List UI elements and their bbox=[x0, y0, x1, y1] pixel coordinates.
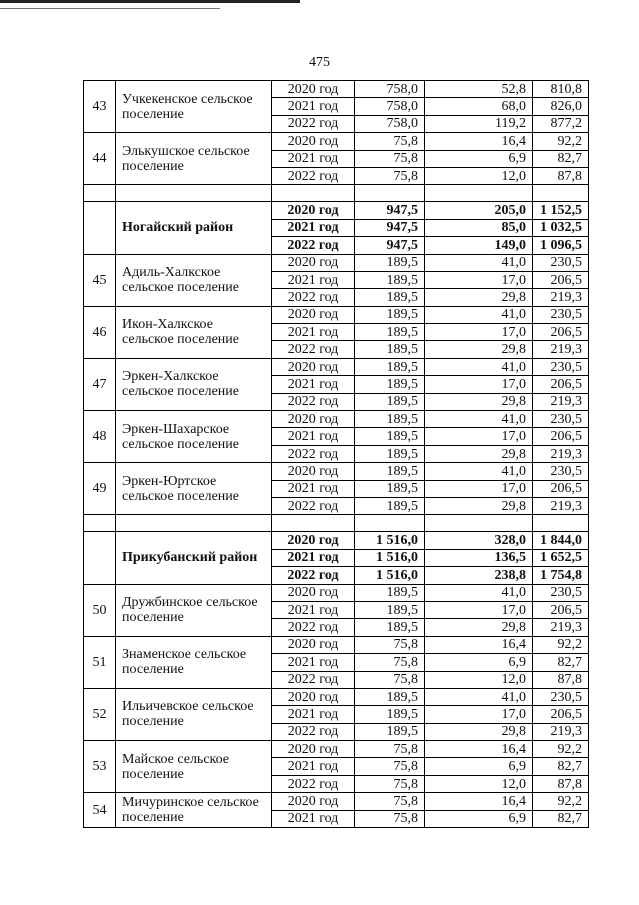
value-cell: 189,5 bbox=[355, 688, 425, 705]
total-cell: 219,3 bbox=[533, 723, 589, 740]
empty-cell bbox=[272, 515, 355, 532]
year-cell: 2022 год bbox=[272, 341, 355, 358]
value-cell: 758,0 bbox=[355, 115, 425, 132]
value-cell: 75,8 bbox=[355, 793, 425, 810]
value-cell: 189,5 bbox=[355, 341, 425, 358]
year-cell: 2020 год bbox=[272, 532, 355, 549]
value-cell: 75,8 bbox=[355, 133, 425, 150]
value-cell: 29,8 bbox=[425, 289, 533, 306]
value-cell: 75,8 bbox=[355, 654, 425, 671]
total-cell: 1 032,5 bbox=[533, 219, 589, 236]
row-number: 50 bbox=[84, 584, 116, 636]
total-cell: 87,8 bbox=[533, 775, 589, 792]
table-row bbox=[84, 254, 589, 271]
year-cell: 2021 год bbox=[272, 324, 355, 341]
value-cell: 29,8 bbox=[425, 445, 533, 462]
value-cell: 189,5 bbox=[355, 463, 425, 480]
header-rule-thin bbox=[0, 8, 220, 9]
table-row bbox=[84, 133, 589, 150]
value-cell: 189,5 bbox=[355, 324, 425, 341]
empty-cell bbox=[425, 185, 533, 202]
total-cell: 810,8 bbox=[533, 81, 589, 98]
settlement-name: Адиль-Халкское сельское поселение bbox=[116, 254, 272, 306]
year-cell: 2020 год bbox=[272, 358, 355, 375]
year-cell: 2021 год bbox=[272, 428, 355, 445]
row-number: 52 bbox=[84, 688, 116, 740]
year-cell: 2020 год bbox=[272, 254, 355, 271]
row-number: 51 bbox=[84, 636, 116, 688]
total-cell: 206,5 bbox=[533, 324, 589, 341]
value-cell: 29,8 bbox=[425, 723, 533, 740]
value-cell: 189,5 bbox=[355, 393, 425, 410]
value-cell: 189,5 bbox=[355, 480, 425, 497]
value-cell: 29,8 bbox=[425, 341, 533, 358]
value-cell: 75,8 bbox=[355, 636, 425, 653]
year-cell: 2021 год bbox=[272, 376, 355, 393]
table-row bbox=[84, 636, 589, 653]
total-cell: 82,7 bbox=[533, 150, 589, 167]
table-row bbox=[84, 688, 589, 705]
value-cell: 758,0 bbox=[355, 81, 425, 98]
total-cell: 230,5 bbox=[533, 358, 589, 375]
value-cell: 17,0 bbox=[425, 324, 533, 341]
value-cell: 75,8 bbox=[355, 775, 425, 792]
total-cell: 219,3 bbox=[533, 497, 589, 514]
value-cell: 189,5 bbox=[355, 411, 425, 428]
year-cell: 2022 год bbox=[272, 115, 355, 132]
value-cell: 328,0 bbox=[425, 532, 533, 549]
value-cell: 136,5 bbox=[425, 549, 533, 566]
value-cell: 189,5 bbox=[355, 706, 425, 723]
settlement-name: Эркен-Юртское сельское поселение bbox=[116, 463, 272, 515]
total-cell: 92,2 bbox=[533, 636, 589, 653]
year-cell: 2021 год bbox=[272, 601, 355, 618]
value-cell: 17,0 bbox=[425, 271, 533, 288]
value-cell: 6,9 bbox=[425, 810, 533, 827]
value-cell: 41,0 bbox=[425, 584, 533, 601]
value-cell: 75,8 bbox=[355, 167, 425, 184]
value-cell: 189,5 bbox=[355, 584, 425, 601]
year-cell: 2021 год bbox=[272, 271, 355, 288]
year-cell: 2020 год bbox=[272, 636, 355, 653]
row-number: 49 bbox=[84, 463, 116, 515]
year-cell: 2020 год bbox=[272, 688, 355, 705]
row-number: 54 bbox=[84, 793, 116, 828]
year-cell: 2021 год bbox=[272, 706, 355, 723]
year-cell: 2021 год bbox=[272, 654, 355, 671]
settlement-name: Майское сельское поселение bbox=[116, 741, 272, 793]
value-cell: 52,8 bbox=[425, 81, 533, 98]
row-number: 45 bbox=[84, 254, 116, 306]
value-cell: 1 516,0 bbox=[355, 549, 425, 566]
total-cell: 230,5 bbox=[533, 688, 589, 705]
header-rule bbox=[0, 0, 300, 3]
total-cell: 230,5 bbox=[533, 306, 589, 323]
value-cell: 75,8 bbox=[355, 741, 425, 758]
value-cell: 189,5 bbox=[355, 376, 425, 393]
year-cell: 2020 год bbox=[272, 793, 355, 810]
total-cell: 219,3 bbox=[533, 289, 589, 306]
district-name: Ногайский район bbox=[116, 202, 272, 254]
value-cell: 119,2 bbox=[425, 115, 533, 132]
value-cell: 189,5 bbox=[355, 601, 425, 618]
page-number: 475 bbox=[309, 55, 330, 70]
row-number bbox=[84, 532, 116, 584]
row-number: 47 bbox=[84, 358, 116, 410]
total-cell: 87,8 bbox=[533, 671, 589, 688]
value-cell: 17,0 bbox=[425, 601, 533, 618]
year-cell: 2020 год bbox=[272, 306, 355, 323]
value-cell: 29,8 bbox=[425, 393, 533, 410]
total-cell: 877,2 bbox=[533, 115, 589, 132]
year-cell: 2020 год bbox=[272, 202, 355, 219]
empty-cell bbox=[116, 185, 272, 202]
year-cell: 2022 год bbox=[272, 619, 355, 636]
value-cell: 41,0 bbox=[425, 358, 533, 375]
settlement-name: Учкекенское сельское поселение bbox=[116, 81, 272, 133]
value-cell: 75,8 bbox=[355, 758, 425, 775]
empty-cell bbox=[533, 185, 589, 202]
total-cell: 206,5 bbox=[533, 428, 589, 445]
value-cell: 41,0 bbox=[425, 254, 533, 271]
year-cell: 2020 год bbox=[272, 584, 355, 601]
empty-cell bbox=[116, 515, 272, 532]
settlement-name: Ильичевское сельское поселение bbox=[116, 688, 272, 740]
total-cell: 206,5 bbox=[533, 480, 589, 497]
value-cell: 189,5 bbox=[355, 271, 425, 288]
row-number: 43 bbox=[84, 81, 116, 133]
year-cell: 2021 год bbox=[272, 98, 355, 115]
year-cell: 2021 год bbox=[272, 480, 355, 497]
year-cell: 2021 год bbox=[272, 810, 355, 827]
value-cell: 29,8 bbox=[425, 497, 533, 514]
year-cell: 2022 год bbox=[272, 237, 355, 254]
table-row bbox=[84, 463, 589, 480]
table-row bbox=[84, 81, 589, 98]
value-cell: 41,0 bbox=[425, 688, 533, 705]
year-cell: 2022 год bbox=[272, 567, 355, 584]
total-cell: 230,5 bbox=[533, 254, 589, 271]
total-cell: 230,5 bbox=[533, 584, 589, 601]
total-cell: 1 152,5 bbox=[533, 202, 589, 219]
settlement-name: Элькушское сельское поселение bbox=[116, 133, 272, 185]
table-row bbox=[84, 793, 589, 810]
value-cell: 12,0 bbox=[425, 671, 533, 688]
year-cell: 2021 год bbox=[272, 758, 355, 775]
total-cell: 1 096,5 bbox=[533, 237, 589, 254]
value-cell: 189,5 bbox=[355, 254, 425, 271]
value-cell: 16,4 bbox=[425, 793, 533, 810]
value-cell: 17,0 bbox=[425, 376, 533, 393]
separator-row bbox=[84, 185, 589, 202]
year-cell: 2020 год bbox=[272, 411, 355, 428]
year-cell: 2022 год bbox=[272, 167, 355, 184]
value-cell: 1 516,0 bbox=[355, 532, 425, 549]
separator-row bbox=[84, 515, 589, 532]
total-cell: 206,5 bbox=[533, 601, 589, 618]
empty-cell bbox=[84, 515, 116, 532]
total-cell: 219,3 bbox=[533, 619, 589, 636]
value-cell: 189,5 bbox=[355, 445, 425, 462]
table-row bbox=[84, 306, 589, 323]
row-number: 53 bbox=[84, 741, 116, 793]
value-cell: 12,0 bbox=[425, 167, 533, 184]
settlement-name: Дружбинское сельское поселение bbox=[116, 584, 272, 636]
value-cell: 6,9 bbox=[425, 150, 533, 167]
empty-cell bbox=[84, 185, 116, 202]
value-cell: 189,5 bbox=[355, 497, 425, 514]
total-cell: 206,5 bbox=[533, 376, 589, 393]
settlement-name: Мичуринское сельское поселение bbox=[116, 793, 272, 828]
total-cell: 230,5 bbox=[533, 463, 589, 480]
year-cell: 2021 год bbox=[272, 549, 355, 566]
value-cell: 6,9 bbox=[425, 654, 533, 671]
value-cell: 41,0 bbox=[425, 411, 533, 428]
value-cell: 189,5 bbox=[355, 306, 425, 323]
total-cell: 82,7 bbox=[533, 758, 589, 775]
value-cell: 16,4 bbox=[425, 133, 533, 150]
value-cell: 16,4 bbox=[425, 636, 533, 653]
total-cell: 92,2 bbox=[533, 133, 589, 150]
total-cell: 92,2 bbox=[533, 793, 589, 810]
row-number: 48 bbox=[84, 411, 116, 463]
total-cell: 219,3 bbox=[533, 341, 589, 358]
value-cell: 12,0 bbox=[425, 775, 533, 792]
year-cell: 2022 год bbox=[272, 289, 355, 306]
value-cell: 17,0 bbox=[425, 706, 533, 723]
value-cell: 29,8 bbox=[425, 619, 533, 636]
year-cell: 2022 год bbox=[272, 723, 355, 740]
empty-cell bbox=[425, 515, 533, 532]
row-number: 46 bbox=[84, 306, 116, 358]
value-cell: 17,0 bbox=[425, 480, 533, 497]
table-body bbox=[84, 81, 589, 828]
year-cell: 2020 год bbox=[272, 133, 355, 150]
value-cell: 947,5 bbox=[355, 202, 425, 219]
year-cell: 2022 год bbox=[272, 775, 355, 792]
value-cell: 41,0 bbox=[425, 463, 533, 480]
value-cell: 16,4 bbox=[425, 741, 533, 758]
empty-cell bbox=[533, 515, 589, 532]
settlement-name: Икон-Халкское сельское поселение bbox=[116, 306, 272, 358]
value-cell: 189,5 bbox=[355, 428, 425, 445]
budget-table bbox=[83, 80, 589, 828]
value-cell: 189,5 bbox=[355, 619, 425, 636]
total-cell: 206,5 bbox=[533, 706, 589, 723]
value-cell: 189,5 bbox=[355, 358, 425, 375]
value-cell: 1 516,0 bbox=[355, 567, 425, 584]
empty-cell bbox=[355, 515, 425, 532]
total-cell: 230,5 bbox=[533, 411, 589, 428]
year-cell: 2022 год bbox=[272, 445, 355, 462]
value-cell: 6,9 bbox=[425, 758, 533, 775]
row-number: 44 bbox=[84, 133, 116, 185]
settlement-name: Эркен-Шахарское сельское поселение bbox=[116, 411, 272, 463]
district-row bbox=[84, 532, 589, 549]
total-cell: 82,7 bbox=[533, 654, 589, 671]
total-cell: 1 652,5 bbox=[533, 549, 589, 566]
year-cell: 2020 год bbox=[272, 741, 355, 758]
district-name: Прикубанский район bbox=[116, 532, 272, 584]
total-cell: 87,8 bbox=[533, 167, 589, 184]
value-cell: 149,0 bbox=[425, 237, 533, 254]
value-cell: 75,8 bbox=[355, 810, 425, 827]
empty-cell bbox=[355, 185, 425, 202]
value-cell: 947,5 bbox=[355, 219, 425, 236]
total-cell: 1 844,0 bbox=[533, 532, 589, 549]
empty-cell bbox=[272, 185, 355, 202]
value-cell: 17,0 bbox=[425, 428, 533, 445]
total-cell: 206,5 bbox=[533, 271, 589, 288]
value-cell: 947,5 bbox=[355, 237, 425, 254]
value-cell: 75,8 bbox=[355, 150, 425, 167]
value-cell: 75,8 bbox=[355, 671, 425, 688]
value-cell: 189,5 bbox=[355, 723, 425, 740]
year-cell: 2022 год bbox=[272, 393, 355, 410]
table-row bbox=[84, 411, 589, 428]
value-cell: 41,0 bbox=[425, 306, 533, 323]
table-row bbox=[84, 741, 589, 758]
year-cell: 2022 год bbox=[272, 497, 355, 514]
total-cell: 219,3 bbox=[533, 393, 589, 410]
row-number bbox=[84, 202, 116, 254]
value-cell: 85,0 bbox=[425, 219, 533, 236]
value-cell: 758,0 bbox=[355, 98, 425, 115]
year-cell: 2021 год bbox=[272, 219, 355, 236]
value-cell: 205,0 bbox=[425, 202, 533, 219]
value-cell: 68,0 bbox=[425, 98, 533, 115]
table-row bbox=[84, 584, 589, 601]
total-cell: 82,7 bbox=[533, 810, 589, 827]
total-cell: 219,3 bbox=[533, 445, 589, 462]
district-row bbox=[84, 202, 589, 219]
settlement-name: Знаменское сельское поселение bbox=[116, 636, 272, 688]
year-cell: 2020 год bbox=[272, 463, 355, 480]
year-cell: 2020 год bbox=[272, 81, 355, 98]
year-cell: 2021 год bbox=[272, 150, 355, 167]
value-cell: 189,5 bbox=[355, 289, 425, 306]
total-cell: 826,0 bbox=[533, 98, 589, 115]
total-cell: 92,2 bbox=[533, 741, 589, 758]
total-cell: 1 754,8 bbox=[533, 567, 589, 584]
year-cell: 2022 год bbox=[272, 671, 355, 688]
settlement-name: Эркен-Халкское сельское поселение bbox=[116, 358, 272, 410]
table-row bbox=[84, 358, 589, 375]
value-cell: 238,8 bbox=[425, 567, 533, 584]
